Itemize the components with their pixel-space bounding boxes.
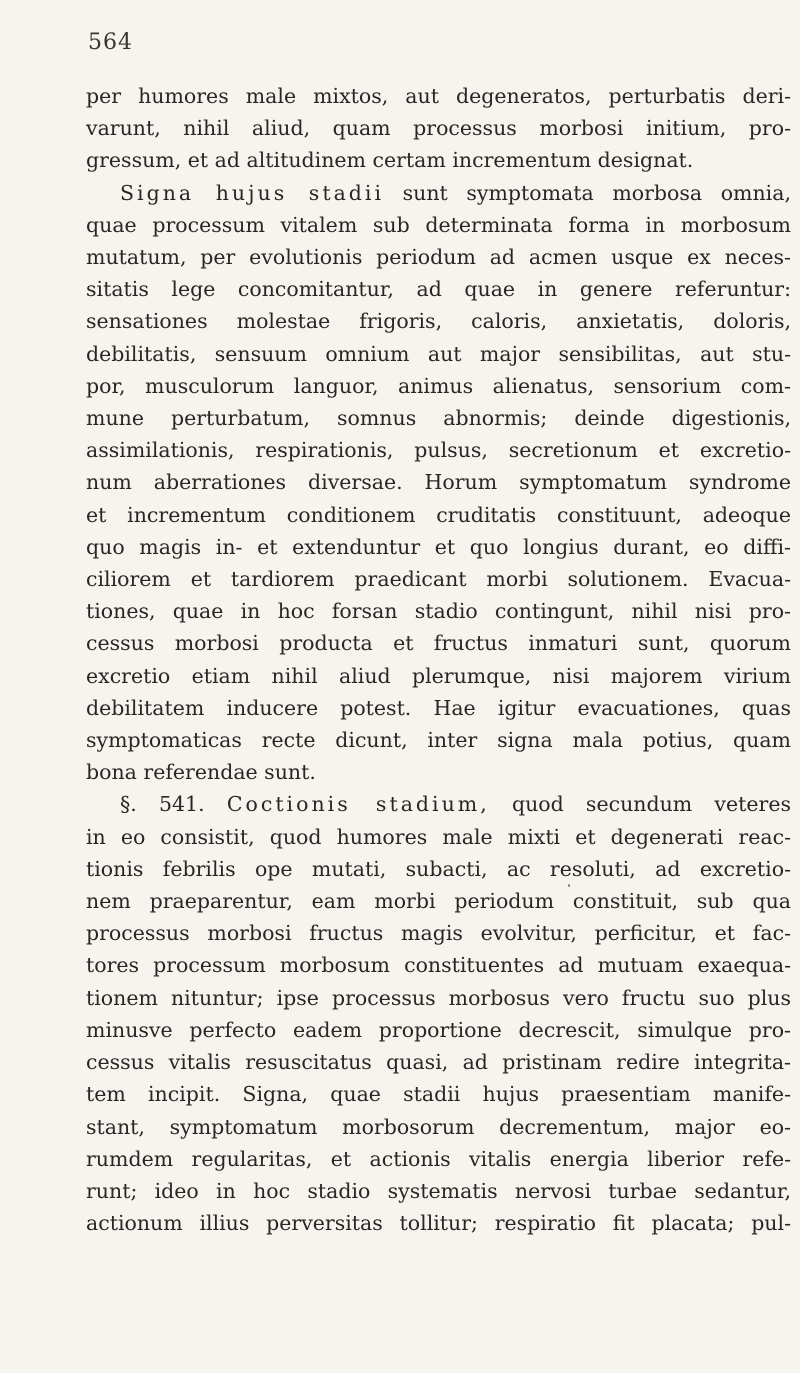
paper-speck <box>568 884 570 887</box>
page-number: 564 <box>88 30 133 55</box>
text-line: quae processum vitalem sub determinata forma in morbosum <box>86 212 791 237</box>
text-line: gressum, et ad altitudinem certam incrementum designat. <box>86 148 694 173</box>
text-line: tionem nituntur; ipse processus morbosus vero fructu suo plus <box>86 985 791 1010</box>
text-line: debilitatem inducere potest. Hae igitur evacuationes, quas <box>86 695 791 720</box>
text-line: assimilationis, respirationis, pulsus, secretionum et excretio- <box>86 438 791 463</box>
text-line: mune perturbatum, somnus abnormis; deinde digestionis, <box>86 406 791 431</box>
text-line: debilitatis, sensuum omnium aut major sensibilitas, aut stu- <box>86 341 791 366</box>
text-line: in eo consistit, quod humores male mixti et degenerati reac- <box>86 824 791 849</box>
section-number: §. 541. <box>120 792 205 817</box>
text-line: excretio etiam nihil aliud plerumque, nisi majorem virium <box>86 663 791 688</box>
text-line: bona referendae sunt. <box>86 760 316 785</box>
text-line: minusve perfecto eadem proportione decrescit, simulque pro- <box>86 1017 791 1042</box>
text-line: ciliorem et tardiorem praedicant morbi solutionem. Evacua- <box>86 567 791 592</box>
text-line <box>86 788 791 820</box>
text-line: sensationes molestae frigoris, caloris, anxietatis, doloris, <box>86 309 791 334</box>
text-run: quod secundum veteres <box>511 792 791 817</box>
text-line: nem praeparentur, eam morbi periodum constituit, sub qua <box>86 889 791 914</box>
text-line: et incrementum conditionem cruditatis constituunt, adeoque <box>86 502 791 527</box>
text-line <box>86 177 791 209</box>
text-line: runt; ideo in hoc stadio systematis nervosi turbae sedantur, <box>86 1178 791 1203</box>
text-line: mutatum, per evolutionis periodum ad acmen usque ex neces- <box>86 245 791 270</box>
text-run: sunt symptomata morbosa omnia, <box>402 180 791 205</box>
section-heading: Signa hujus stadii <box>120 180 385 205</box>
text-line: cessus morbosi producta et fructus inmaturi sunt, quorum <box>86 631 791 656</box>
text-line: symptomaticas recte dicunt, inter signa mala potius, quam <box>86 728 791 753</box>
text-line: sitatis lege concomitantur, ad quae in genere referuntur: <box>86 277 791 302</box>
text-line: stant, symptomatum morbosorum decrementum, major eo- <box>86 1114 791 1139</box>
text-line: tiones, quae in hoc forsan stadio contingunt, nihil nisi pro- <box>86 599 791 624</box>
text-line: tores processum morbosum constituentes ad mutuam exaequa- <box>86 953 791 978</box>
text-line: por, musculorum languor, animus alienatus, sensorium com- <box>86 373 791 398</box>
section-heading: Coctionis stadium, <box>226 792 490 817</box>
text-line: varunt, nihil aliud, quam processus morbosi initium, pro- <box>86 116 791 141</box>
text-line: num aberrationes diversae. Horum symptomatum syndrome <box>86 470 791 495</box>
text-line: rumdem regularitas, et actionis vitalis energia liberior refe- <box>86 1146 791 1171</box>
text-line: tionis febrilis ope mutati, subacti, ac resoluti, ad excretio- <box>86 856 791 881</box>
text-line: actionum illius perversitas tollitur; respiratio fit placata; pul- <box>86 1211 791 1236</box>
text-line: processus morbosi fructus magis evolvitur, perficitur, et fac- <box>86 921 791 946</box>
text-line: quo magis in- et extenduntur et quo longius durant, eo diffi- <box>86 534 791 559</box>
text-line: tem incipit. Signa, quae stadii hujus praesentiam manife- <box>86 1082 791 1107</box>
text-line: cessus vitalis resuscitatus quasi, ad pristinam redire integrita- <box>86 1050 791 1075</box>
text-line: per humores male mixtos, aut degeneratos, perturbatis deri- <box>86 84 791 108</box>
body-text <box>86 80 791 1239</box>
